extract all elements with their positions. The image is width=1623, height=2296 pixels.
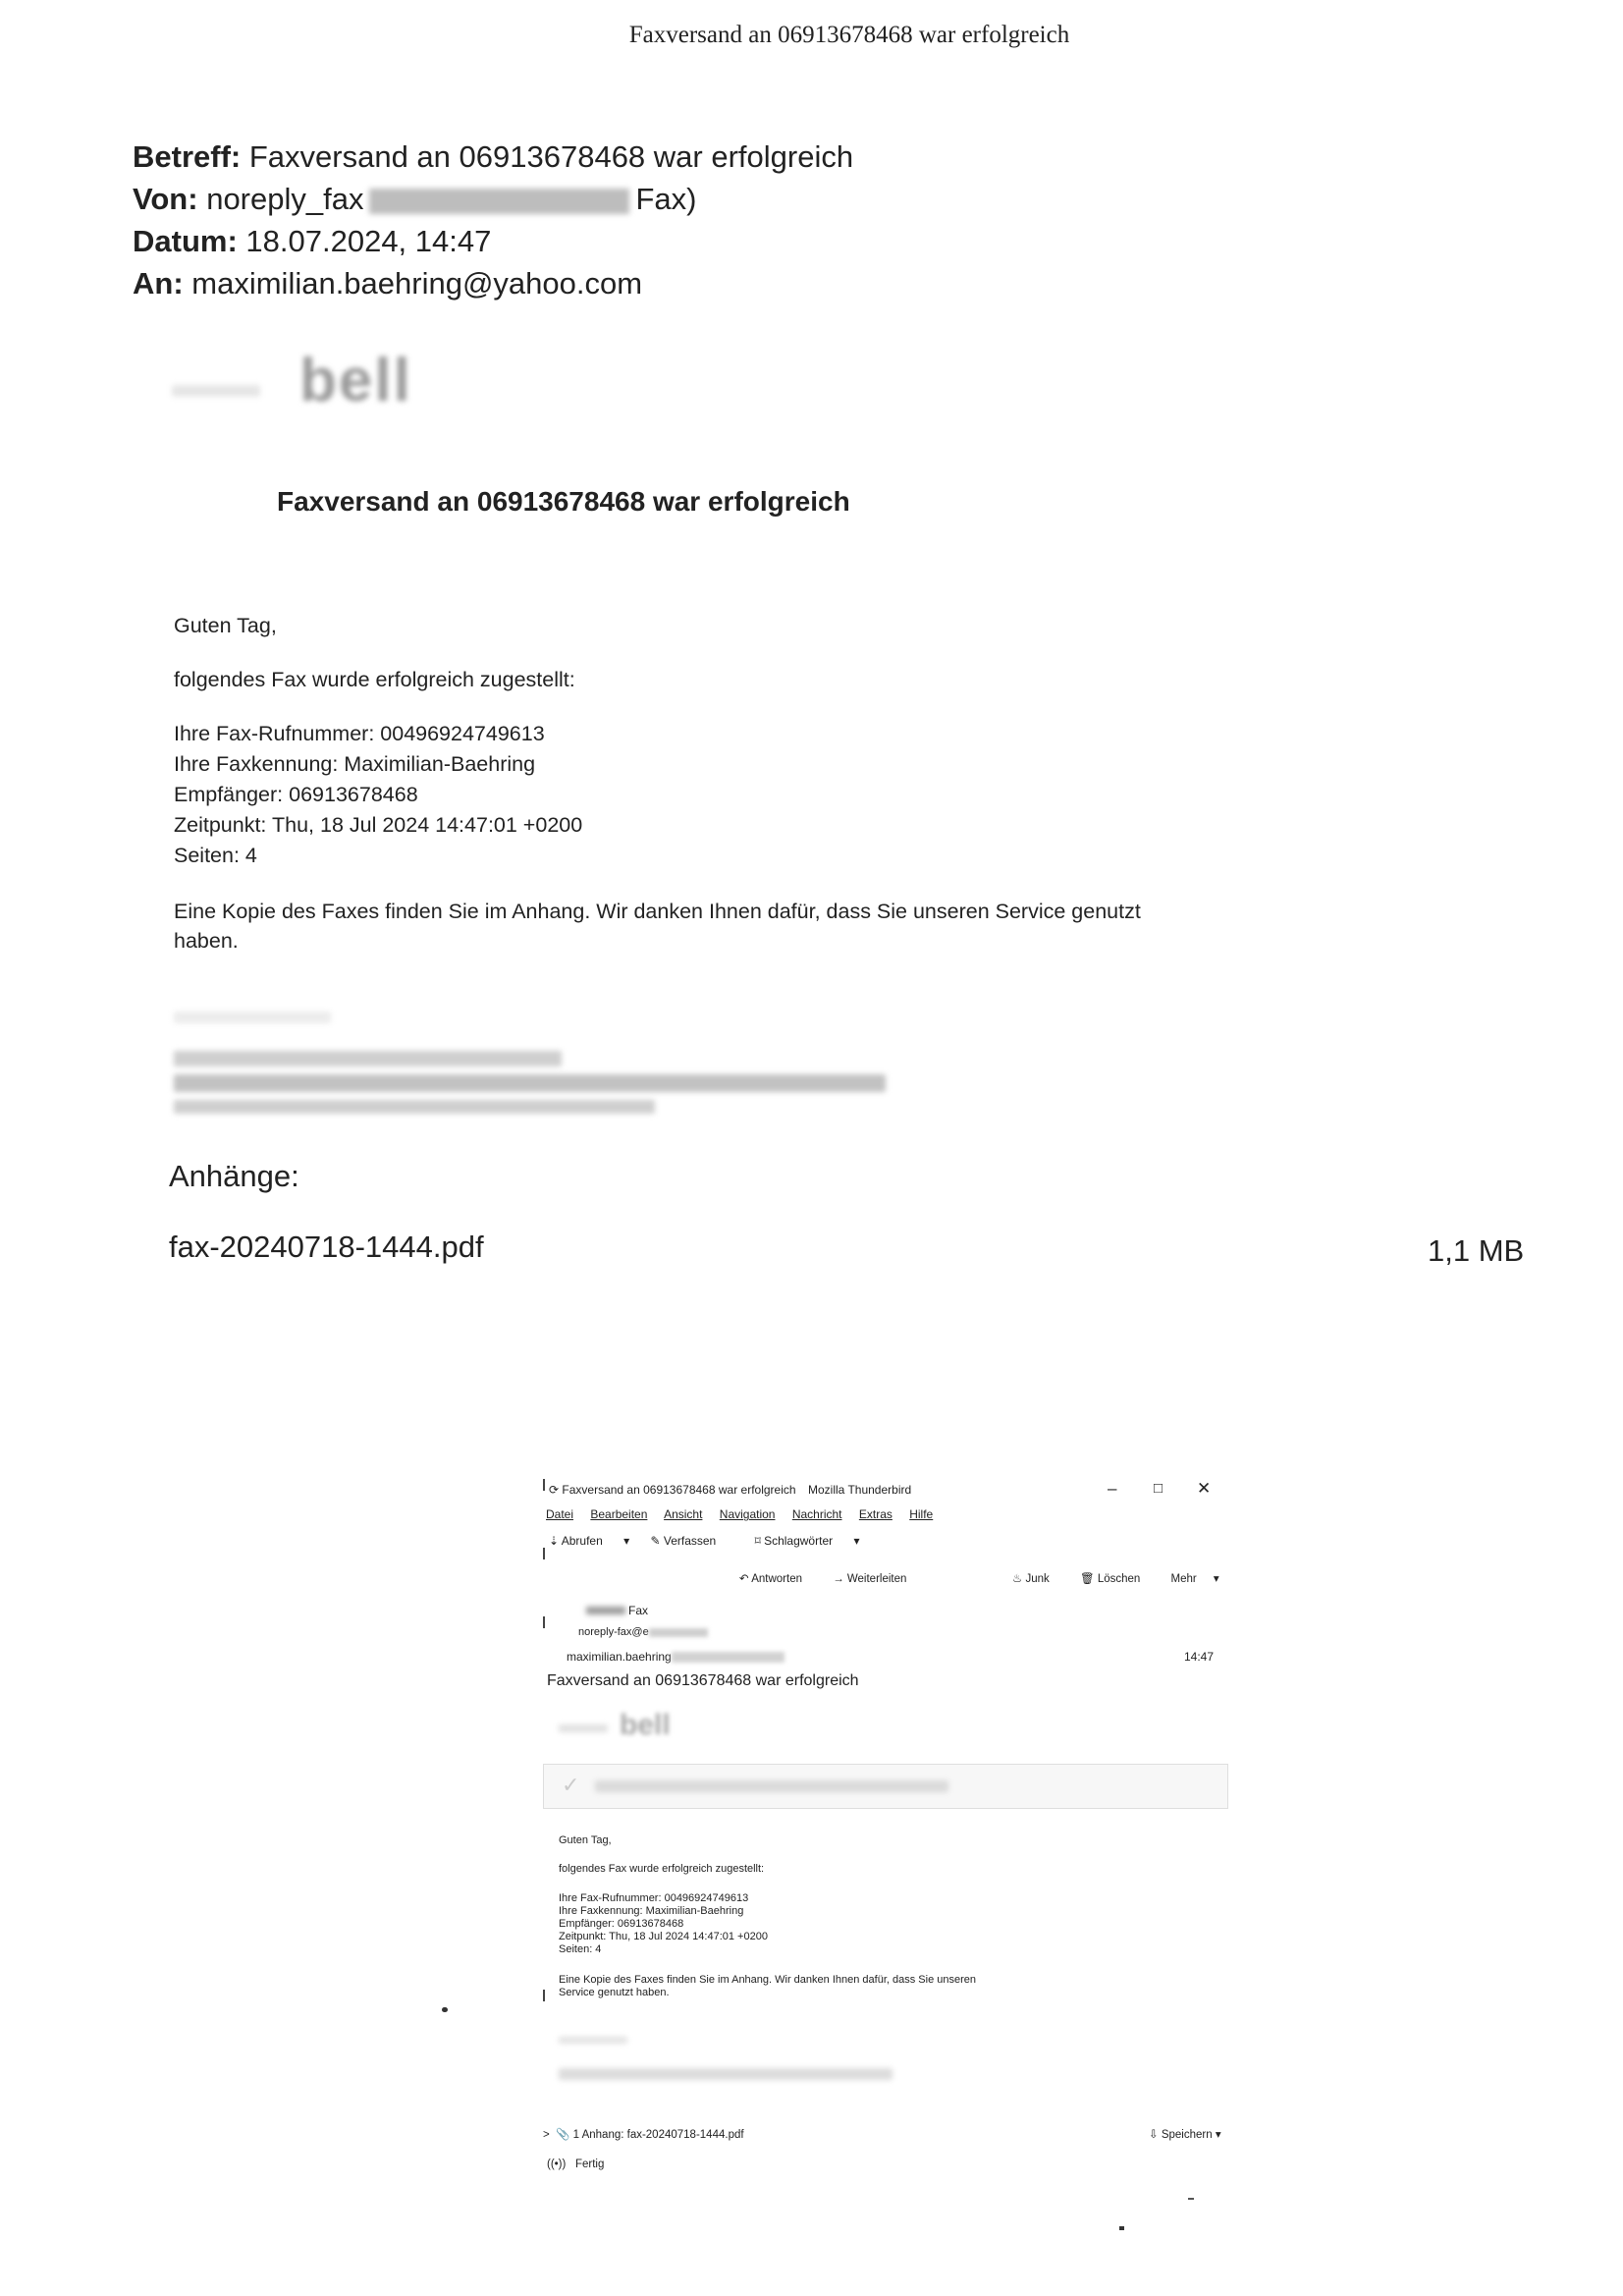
subject-row (133, 139, 853, 175)
tb-status-text: Fertig (574, 2159, 605, 2170)
tb-forward-button[interactable]: → Weiterleiten (833, 1573, 907, 1585)
tb-recipient-number: Empfänger: 06913678468 (559, 1918, 684, 1930)
redacted-sender-name (586, 1607, 625, 1614)
to-label: An: (133, 266, 184, 301)
redacted-tb-signature-2 (559, 2068, 893, 2080)
redacted-banner-text (595, 1780, 948, 1792)
tb-message-actions-right (1012, 1571, 1233, 1585)
redacted-tb-signature-1 (559, 2037, 627, 2044)
check-icon: ✓ (562, 1773, 580, 1797)
recipient-line: Empfänger: 06913678468 (174, 783, 418, 806)
tb-app-name: Mozilla Thunderbird (808, 1483, 912, 1497)
minimize-icon[interactable]: – (1108, 1479, 1117, 1498)
tb-timestamp: Zeitpunkt: Thu, 18 Jul 2024 14:47:01 +0200 (559, 1931, 768, 1942)
fax-number-line: Ihre Fax-Rufnummer: 00496924749613 (174, 722, 545, 745)
from-prefix: noreply_fax (206, 182, 364, 216)
tb-menubar (546, 1507, 941, 1521)
tb-subject: Faxversand an 06913678468 war erfolgreich (547, 1672, 859, 1689)
tb-closing-line-2: Service genutzt haben. (559, 1987, 670, 1998)
scan-speck (1119, 2226, 1124, 2230)
tb-get-mail-button[interactable]: ⇣ Abrufen ▾ (549, 1534, 630, 1548)
maximize-icon[interactable]: □ (1154, 1480, 1163, 1497)
tb-closing (559, 1974, 976, 1999)
tb-fax-id: Ihre Faxkennung: Maximilian-Baehring (559, 1905, 744, 1917)
date-value: 18.07.2024, 14:47 (245, 224, 492, 258)
edge-mark (543, 1479, 545, 1491)
tb-details (559, 1892, 768, 1956)
pages-line: Seiten: 4 (174, 844, 257, 867)
timestamp-line: Zeitpunkt: Thu, 18 Jul 2024 14:47:01 +0200 (174, 813, 583, 837)
fax-id-line: Ihre Faxkennung: Maximilian-Baehring (174, 752, 536, 776)
attachments-title: Anhänge: (169, 1159, 299, 1193)
tb-junk-button[interactable]: ♨ Junk (1012, 1573, 1050, 1585)
tb-logo: bell (620, 1709, 671, 1741)
subject-value: Faxversand an 06913678468 war erfolgreich (248, 139, 854, 174)
from-row (133, 182, 696, 217)
tb-closing-line-1: Eine Kopie des Faxes finden Sie im Anhang. Wir danken Ihnen dafür, dass Sie unseren (559, 1974, 976, 1986)
tb-compose-button[interactable]: ✎ Verfassen (650, 1534, 717, 1548)
tb-toolbar (549, 1534, 877, 1548)
redacted-logo-part (172, 385, 260, 397)
tb-time: 14:47 (1184, 1650, 1215, 1664)
tb-more-button[interactable]: Mehr ▾ (1170, 1573, 1219, 1585)
mail-intro: folgendes Fax wurde erfolgreich zugestellt: (174, 668, 575, 691)
menu-nachricht[interactable]: Nachricht (791, 1507, 842, 1521)
edge-mark (543, 1616, 545, 1628)
tb-recipient: maximilian.baehring (567, 1650, 784, 1664)
menu-ansicht[interactable]: Ansicht (664, 1507, 703, 1521)
subject-label: Betreff: (133, 139, 242, 174)
fax-details (174, 719, 582, 871)
to-row (133, 266, 642, 301)
tb-sender-address: noreply-fax@e (578, 1626, 708, 1638)
tb-remote-content-banner (543, 1764, 1228, 1809)
from-label: Von: (133, 182, 198, 216)
sender-logo: bell (299, 347, 412, 414)
date-label: Datum: (133, 224, 238, 258)
from-suffix: Fax) (635, 182, 697, 216)
date-row (133, 224, 491, 259)
scan-speck (1188, 2198, 1194, 2200)
attachment-file-size: 1,1 MB (1428, 1233, 1525, 1268)
menu-navigation[interactable]: Navigation (719, 1507, 776, 1521)
tb-save-button[interactable]: ⇩ Speichern ▾ (1149, 2129, 1221, 2141)
tb-attachment-bar[interactable]: > 📎 1 Anhang: fax-20240718-1444.pdf (543, 2129, 744, 2141)
tb-attachment-name[interactable]: 1 Anhang: fax-20240718-1444.pdf (572, 2129, 744, 2141)
tb-reply-button[interactable]: ↶ Antworten (739, 1573, 802, 1585)
tb-message-actions (739, 1571, 934, 1585)
scan-speck (442, 2007, 448, 2012)
edge-mark (543, 1990, 545, 2001)
tb-delete-button[interactable]: 🗑 Löschen (1080, 1573, 1141, 1585)
print-page-header: Faxversand an 06913678468 war erfolgreich (628, 22, 1070, 48)
redacted-signature-2 (174, 1051, 562, 1066)
mail-closing: Eine Kopie des Faxes finden Sie im Anhang. Wir danken Ihnen dafür, dass Sie unseren Service genutzt haben. (174, 900, 1141, 953)
tb-intro: folgendes Fax wurde erfolgreich zugestellt: (559, 1863, 765, 1875)
tb-status-bar (547, 2159, 604, 2170)
tb-greeting: Guten Tag, (559, 1834, 612, 1846)
tb-sender-name: Fax (628, 1604, 649, 1617)
tb-window-title: ⟳ Faxversand an 06913678468 war erfolgreich (549, 1483, 796, 1497)
mail-heading: Faxversand an 06913678468 war erfolgreich (277, 486, 850, 517)
redacted-tb-logo (559, 1724, 608, 1732)
tb-fax-number: Ihre Fax-Rufnummer: 00496924749613 (559, 1892, 749, 1904)
attachment-file-link[interactable]: fax-20240718-1444.pdf (169, 1230, 484, 1264)
close-icon[interactable]: ✕ (1197, 1479, 1212, 1498)
tb-pages: Seiten: 4 (559, 1943, 602, 1955)
mail-greeting: Guten Tag, (174, 614, 277, 637)
menu-datei[interactable]: Datei (546, 1507, 574, 1521)
edge-mark (543, 1548, 545, 1559)
thunderbird-screenshot (543, 1479, 1230, 2174)
redacted-from (369, 189, 629, 214)
menu-extras[interactable]: Extras (858, 1507, 893, 1521)
redacted-signature-1 (174, 1011, 331, 1023)
menu-hilfe[interactable]: Hilfe (909, 1507, 934, 1521)
tb-tags-button[interactable]: ⌑ Schlagwörter ▾ (754, 1534, 860, 1548)
to-value: maximilian.baehring@yahoo.com (191, 266, 643, 301)
menu-bearbeiten[interactable]: Bearbeiten (590, 1507, 648, 1521)
redacted-signature-3 (174, 1074, 886, 1092)
redacted-signature-4 (174, 1100, 655, 1114)
activity-icon: ((•)) (547, 2159, 567, 2170)
